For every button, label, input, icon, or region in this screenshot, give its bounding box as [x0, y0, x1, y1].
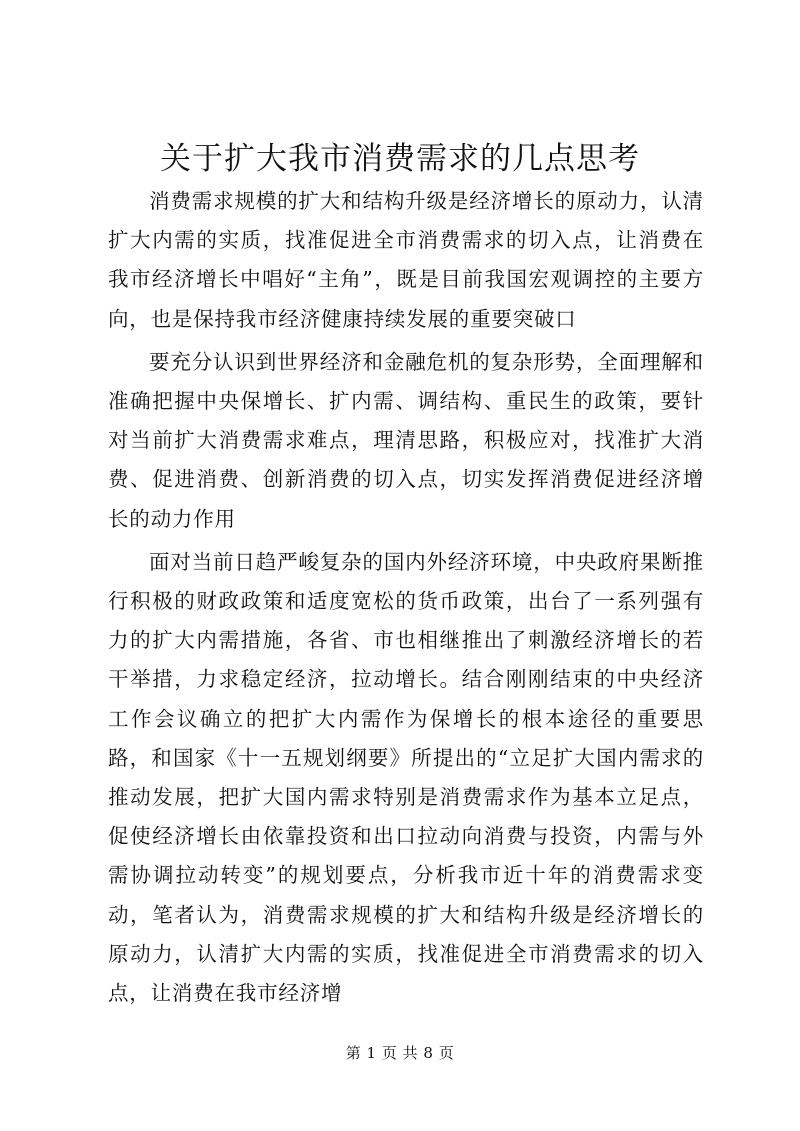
paragraph-1: 消费需求规模的扩大和结构升级是经济增长的原动力，认清扩大内需的实质，找准促进全市消费需求的切入点，让消费在我市经济增长中唱好“主角”，既是目前我国宏观调控的主要方向，也是保持我市经济健康持续发展的重要突破口 [108, 189, 704, 331]
paragraph-2: 要充分认识到世界经济和金融危机的复杂形势，全面理解和准确把握中央保增长、扩内需、调结构、重民生的政策，要针对当前扩大消费需求难点，理清思路，积极应对，找准扩大消费、促进消费、创新消费的切入点，切实发挥消费促进经济增长的动力作用 [108, 349, 704, 531]
paragraph-3: 面对当前日趋严峻复杂的国内外经济环境，中央政府果断推行积极的财政政策和适度宽松的货币政策，出台了一系列强有力的扩大内需措施，各省、市也相继推出了刺激经济增长的若干举措，力求稳定经济，拉动增长。结合刚刚结束的中央经济工作会议确立的把扩大内需作为保增长的根本途径的重要思路，和国家《十一五规划纲要》所提出的“立足扩大国内需求的推动发展，把扩大国内需求特别是消费需求作为基本立足点，促使经济增长由依靠投资和出口拉动向消费与投资，内需与外需协调拉动转变”的规划要点，分析我市近十年的消费需求变动，笔者认为，消费需求规模的扩大和结构升级是经济增长的原动力，认清扩大内需的实质，找准促进全市消费需求的切入点，让消费在我市经济增 [108, 549, 704, 1006]
document-body [108, 182, 704, 1017]
document-title: 关于扩大我市消费需求的几点思考 [160, 141, 640, 177]
page-number-footer: 第 1 页 共 8 页 [345, 1044, 455, 1062]
